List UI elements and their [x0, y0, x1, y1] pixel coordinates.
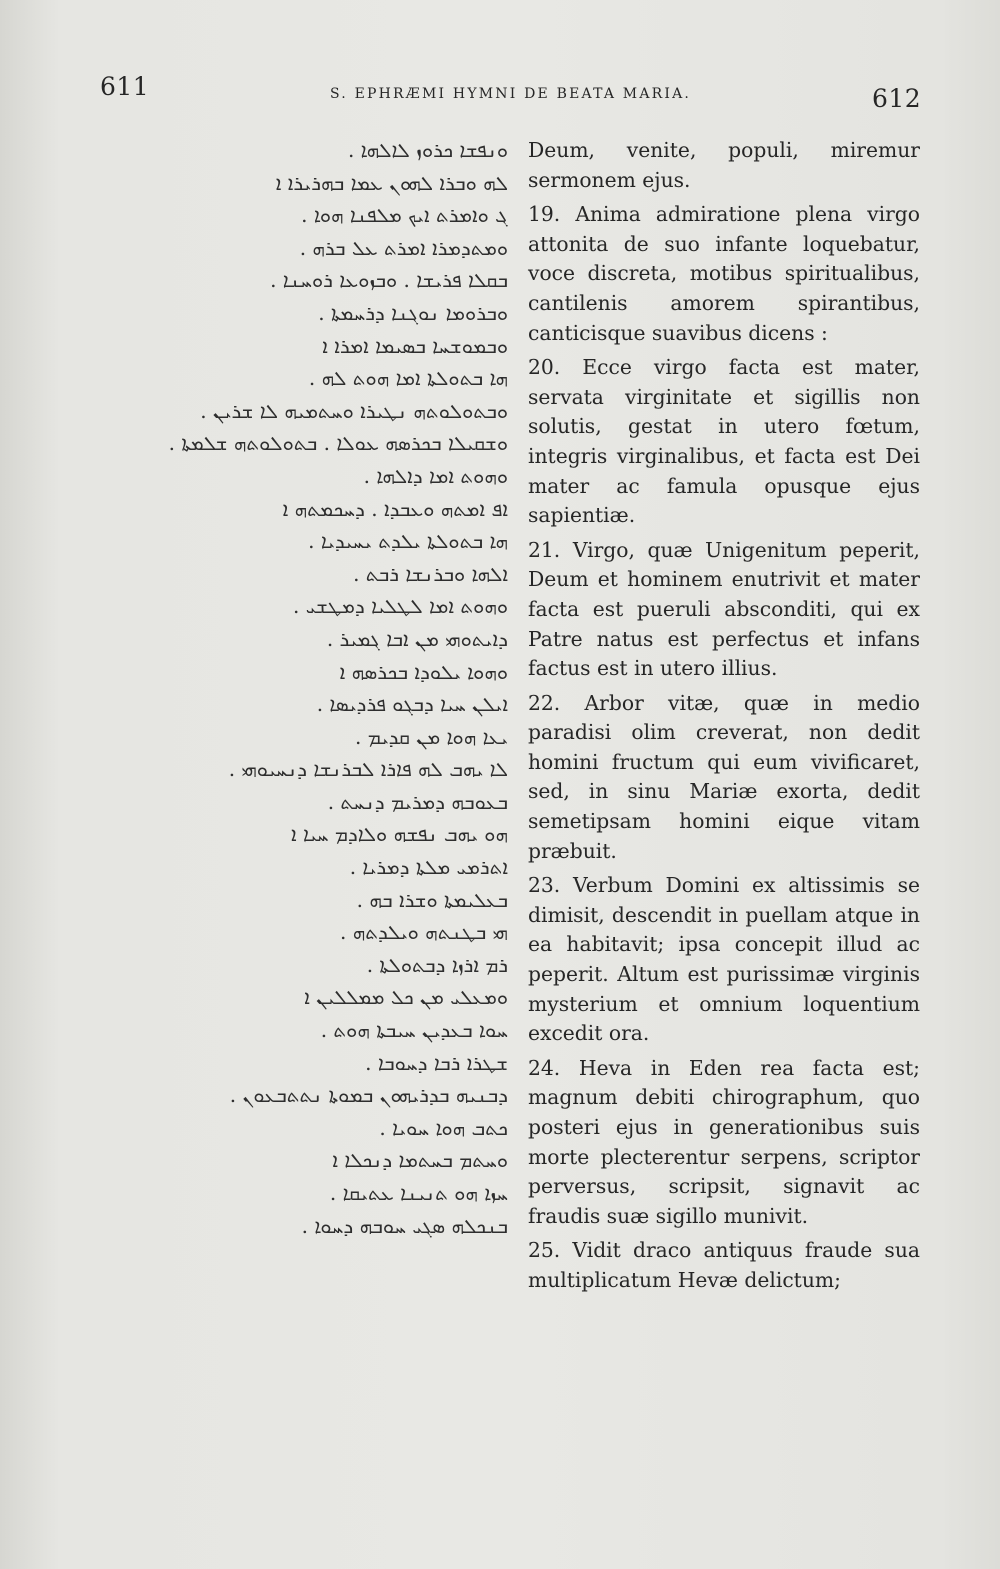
- running-title: S. EPHRÆMI HYMNI DE BEATA MARIA.: [330, 86, 692, 102]
- syriac-line: ܗܘ ܝܗܒ ܢܦܫܗ ܘܠܐܕܡ ܚܝܐ ܐ: [290, 822, 508, 847]
- syriac-line: ܫܛܪܐ ܪܒܐ ܕܚܘܒܐ .: [365, 1050, 508, 1075]
- syriac-line: ܗܝ ܒܛܢܬܗ ܘܝܠܕܬܗ .: [340, 920, 508, 945]
- syriac-line: ܐܦ ܐܡܬܗ ܘܥܒܕܐ . ܕܚܟܡܬܗ ܐ: [282, 496, 508, 521]
- syriac-line: ܘܒܡܘܫܚܐ ܒܣܝܡܐ ܐܡܪܐ ܐ: [322, 333, 508, 358]
- paragraph-number: 19.: [528, 202, 561, 227]
- page-header: [0, 72, 1000, 112]
- syriac-line: ܒܢܟܠܗ ܣܓܝ ܚܘܒܗ ܕܚܘܐ .: [301, 1213, 508, 1238]
- paragraph-number: 22.: [528, 690, 561, 715]
- syriac-line: ܕܒܢܝܗ ܒܕܪܝܗܘܢ ܒܡܘܬܐ ܢܬܬܒܥܘܢ .: [229, 1083, 508, 1108]
- paragraph-text: Vidit draco antiquus fraude sua multiplicatum Hevæ delictum;: [528, 1238, 920, 1292]
- syriac-line: ܘܡܥܠܝ ܡܢ ܟܠ ܡܡܠܠܝܢ ܐ: [304, 985, 508, 1010]
- page-number-right: 612: [872, 84, 922, 113]
- syriac-line: ܒܥܠܝܡܬܐ ܘܫܪܐ ܒܗ .: [356, 887, 508, 912]
- syriac-line: ܘܚܬܡ ܒܚܬܡܐ ܕܢܟܠܐ ܐ: [332, 1148, 508, 1173]
- latin-paragraph: [528, 871, 920, 1049]
- syriac-line: ܐܠܗܐ ܘܒܪܢܫܐ ܪܒܬ .: [353, 561, 508, 586]
- syriac-line: ܘܫܩܝܠܐ ܒܟܪܣܗ ܥܘܠܐ . ܒܬܘܠܘܬܗ ܫܠܡܬܐ .: [168, 431, 508, 456]
- syriac-line: ܘܢܦܫܐ ܟܪܘܙ ܠܐܠܗܐ .: [347, 138, 508, 162]
- page-number-left: 611: [100, 72, 150, 101]
- paragraph-text: Virgo, quæ Unigenitum peperit, Deum et hominem enutrivit et mater facta est pueruli absconditi, qui ex Patre natus est perfectus et infans factus est in utero illius.: [528, 537, 920, 681]
- syriac-text-column: [150, 134, 508, 1242]
- syriac-line: ܗܐ ܒܬܘܠܬܐ ܝܠܕܬ ܝܚܝܕܝܐ .: [308, 529, 508, 554]
- paragraph-number: 25.: [528, 1238, 561, 1263]
- syriac-line: ܚܘܐ ܒܥܕܝܢ ܚܝܒܬܐ ܗܘܬ .: [320, 1018, 508, 1043]
- paragraph-number: 24.: [528, 1055, 561, 1080]
- paragraph-text: Arbor vitæ, quæ in medio paradisi olim creverat, non dedit homini fructum qui eum vivificaret, sed, in sinu Mariæ exorta, dedit semetipsam homini eique vitam præbuit.: [528, 690, 920, 863]
- latin-paragraph: [528, 200, 920, 348]
- paragraph-number: 21.: [528, 537, 561, 562]
- syriac-line: ܘܒܬܘܠܘܬܗ ܢܛܝܪܐ ܘܚܬܡܝܗ ܠܐ ܫܪܝܢ .: [200, 398, 508, 423]
- syriac-line: ܐܝܠܢ ܚܝܐ ܕܒܓܘ ܦܪܕܝܣܐ .: [316, 692, 508, 717]
- syriac-line: ܚܙܐ ܗܘ ܬܢܝܢܐ ܥܬܝܩܐ .: [329, 1181, 508, 1205]
- syriac-line: ܗܐ ܒܬܘܠܬܐ ܐܡܐ ܗܘܬ ܠܗ .: [308, 366, 508, 391]
- syriac-line: ܒܥܘܒܗ ܕܡܪܝܡ ܕܢܚܬ .: [327, 789, 508, 814]
- latin-paragraph: [528, 353, 920, 531]
- latin-paragraph: [528, 1236, 920, 1295]
- paragraph-text: Heva in Eden rea facta est; magnum debiti chirographum, quo posteri ejus in generationibus suis morte plecterentur serpens, scriptor perversus, scripsit, signavit ac fraudis suæ sigillo munivit.: [528, 1055, 920, 1228]
- syriac-line: ܝܥܐ ܗܘܐ ܡܢ ܩܕܝܡ .: [355, 724, 508, 749]
- latin-text-column: [528, 136, 920, 1296]
- syriac-line: ܠܐ ܝܗܒ ܠܗ ܦܐܪܐ ܠܒܪܢܫܐ ܕܢܚܝܘܗܝ .: [228, 757, 508, 782]
- syriac-line: ܘܡܬܕܡܪܐ ܐܡܪܬ ܥܠ ܒܪܗ .: [299, 235, 508, 260]
- syriac-line: ܪܡ ܐܪܙܐ ܕܒܬܘܠܬܐ .: [366, 952, 508, 977]
- syriac-line: ܘܗܘܬ ܐܡܐ ܕܐܠܗܐ .: [363, 463, 508, 488]
- latin-paragraph: [528, 689, 920, 867]
- syriac-line: ܕܐܝܬܘܗܝ ܡܢ ܐܒܐ ܓܡܝܪ .: [326, 626, 508, 651]
- latin-paragraph: [528, 136, 920, 195]
- paragraph-number: 23.: [528, 873, 561, 898]
- syriac-line: ܘܗܘܬ ܐܡܐ ܠܛܠܝܐ ܕܡܛܫܝ .: [293, 594, 508, 619]
- syriac-line: ܠܗ ܘܒܪܐ ܠܗܘܢ ܥܡܐ ܒܗܪܝܪܐ ܐ: [275, 170, 508, 195]
- syriac-line: ܟܬܒ ܗܘܐ ܚܘܝܐ .: [379, 1115, 508, 1140]
- paragraph-number: 20.: [528, 355, 561, 380]
- paragraph-text: Ecce virgo facta est mater, servata virginitate et sigillis non solutis, gestat in utero fœtum, integris virginalibus, et facta est Dei mater ac famula opusque ejus sapientiæ.: [528, 355, 920, 528]
- syriac-line: ܒܩܠܐ ܦܪܝܫܐ . ܘܒܙܘܥܐ ܪܘܚܢܐ .: [270, 268, 508, 293]
- syriac-line: ܓ ܘܐܡܪܬ ܐܝܟ ܡܠܦܢܐ ܗܘܐ .: [301, 203, 508, 228]
- syriac-line: ܘܗܘܐ ܝܠܘܕܐ ܒܟܪܣܗ ܐ: [339, 659, 508, 684]
- syriac-line: ܘܒܪܘܡܐ ܢܘܓܢܐ ܕܪܚܡܬܐ .: [318, 300, 508, 325]
- paragraph-text: Deum, venite, populi, miremur sermonem ejus.: [528, 138, 920, 192]
- paragraph-text: Verbum Domini ex altissimis se dimisit, descendit in puellam atque in ea habitavit; ipsa concepit illud ac peperit. Altum est purissimæ virginis mysterium et omnium loquentium excedit ora.: [528, 873, 920, 1046]
- syriac-line: ܐܬܪܡܝ ܡܠܬܐ ܕܡܪܝܐ .: [349, 855, 508, 880]
- latin-paragraph: [528, 1054, 920, 1232]
- latin-paragraph: [528, 536, 920, 684]
- paragraph-text: Anima admiratione plena virgo attonita de suo infante loquebatur, voce discreta, motibus spiritualibus, cantilenis amorem spirantibus, canticisque suavibus dicens :: [528, 202, 921, 345]
